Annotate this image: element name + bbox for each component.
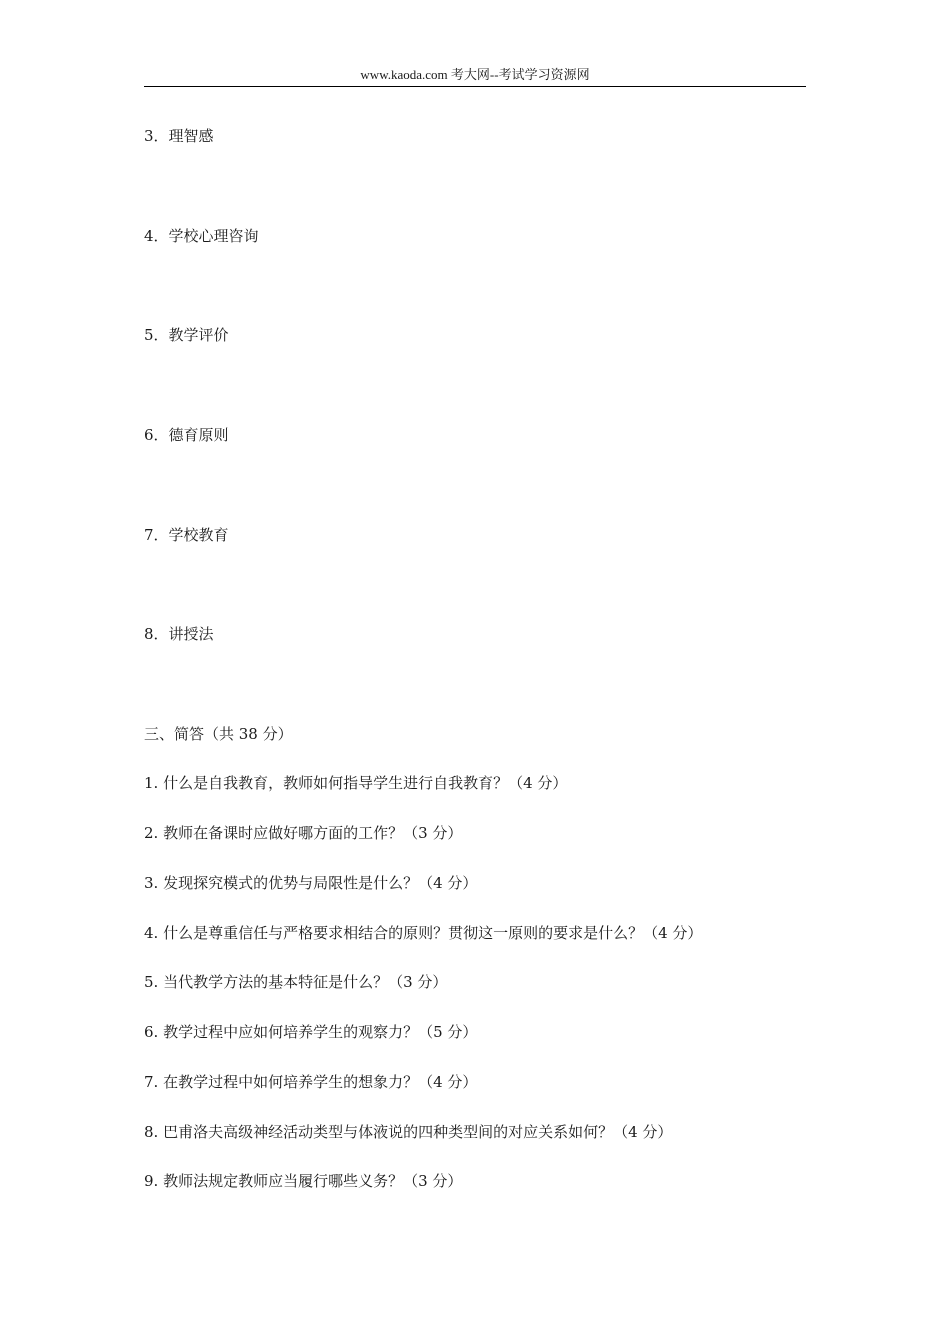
question-item: 9. 教师法规定教师应当履行哪些义务？（3 分） [144, 1172, 463, 1190]
term-item: 7．学校教育 [144, 526, 229, 544]
term-item: 4．学校心理咨询 [144, 227, 259, 245]
term-item: 5．教学评价 [144, 326, 229, 344]
question-item: 6. 教学过程中应如何培养学生的观察力？（5 分） [144, 1023, 478, 1041]
term-item: 8．讲授法 [144, 625, 214, 643]
question-item: 2. 教师在备课时应做好哪方面的工作？（3 分） [144, 824, 463, 842]
question-item: 7. 在教学过程中如何培养学生的想象力？（4 分） [144, 1073, 478, 1091]
term-item: 3．理智感 [144, 127, 214, 145]
page-header [144, 66, 806, 87]
question-item: 8. 巴甫洛夫高级神经活动类型与体液说的四种类型间的对应关系如何？（4 分） [144, 1123, 673, 1141]
question-item: 4. 什么是尊重信任与严格要求相结合的原则？贯彻这一原则的要求是什么？（4 分） [144, 924, 703, 942]
section-title: 三、简答（共 38 分） [144, 725, 293, 743]
question-item: 5. 当代教学方法的基本特征是什么？（3 分） [144, 973, 448, 991]
term-item: 6．德育原则 [144, 426, 229, 444]
header-text: www.kaoda.com 考大网--考试学习资源网 [360, 67, 590, 82]
question-item: 3. 发现探究模式的优势与局限性是什么？（4 分） [144, 874, 478, 892]
question-item: 1. 什么是自我教育，教师如何指导学生进行自我教育？（4 分） [144, 774, 568, 792]
